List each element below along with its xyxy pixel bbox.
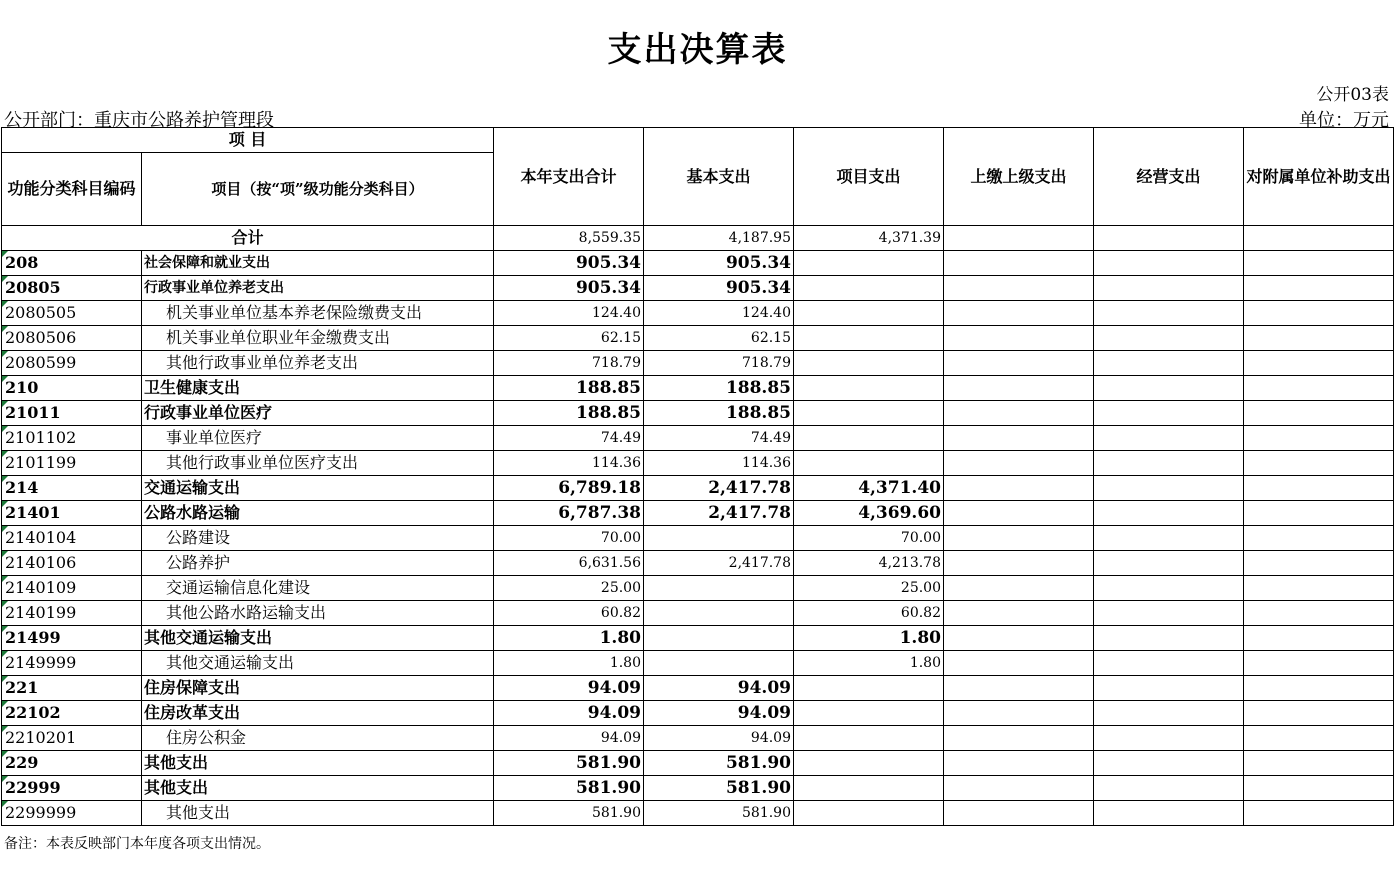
row-code: 2101102 bbox=[2, 426, 142, 451]
row-empty-cell bbox=[1244, 651, 1394, 676]
row-basic: 188.85 bbox=[644, 401, 794, 426]
row-name: 公路水路运输 bbox=[142, 501, 494, 526]
row-total: 1.80 bbox=[494, 651, 644, 676]
row-basic: 905.34 bbox=[644, 276, 794, 301]
row-total: 581.90 bbox=[494, 801, 644, 826]
row-code: 214 bbox=[2, 476, 142, 501]
row-code: 2149999 bbox=[2, 651, 142, 676]
row-name: 其他交通运输支出 bbox=[142, 651, 494, 676]
row-total: 25.00 bbox=[494, 576, 644, 601]
table-row bbox=[2, 776, 1394, 801]
row-empty-cell bbox=[944, 351, 1094, 376]
row-empty-cell bbox=[1244, 351, 1394, 376]
row-basic: 94.09 bbox=[644, 726, 794, 751]
row-total: 94.09 bbox=[494, 701, 644, 726]
unit-label: 单位：万元 bbox=[1299, 110, 1389, 131]
row-empty-cell bbox=[944, 476, 1094, 501]
row-name: 交通运输支出 bbox=[142, 476, 494, 501]
row-empty-cell bbox=[1094, 351, 1244, 376]
row-project: 60.82 bbox=[794, 601, 944, 626]
row-empty-cell bbox=[1244, 301, 1394, 326]
row-basic: 94.09 bbox=[644, 701, 794, 726]
row-name: 机关事业单位基本养老保险缴费支出 bbox=[142, 301, 494, 326]
row-empty-cell bbox=[944, 751, 1094, 776]
row-empty-cell bbox=[944, 426, 1094, 451]
table-row bbox=[2, 351, 1394, 376]
header-project: 项 目 bbox=[2, 128, 494, 153]
row-empty-cell bbox=[944, 601, 1094, 626]
row-code: 2080599 bbox=[2, 351, 142, 376]
row-empty-cell bbox=[944, 551, 1094, 576]
row-basic bbox=[644, 651, 794, 676]
row-project bbox=[794, 276, 944, 301]
row-project bbox=[794, 451, 944, 476]
row-empty-cell bbox=[1244, 526, 1394, 551]
row-empty-cell bbox=[1244, 426, 1394, 451]
row-basic bbox=[644, 576, 794, 601]
table-row bbox=[2, 451, 1394, 476]
row-empty-cell bbox=[944, 326, 1094, 351]
row-code: 2210201 bbox=[2, 726, 142, 751]
row-project bbox=[794, 301, 944, 326]
row-basic: 62.15 bbox=[644, 326, 794, 351]
row-basic: 581.90 bbox=[644, 776, 794, 801]
row-empty-cell bbox=[944, 576, 1094, 601]
row-code: 21401 bbox=[2, 501, 142, 526]
row-name: 社会保障和就业支出 bbox=[142, 251, 494, 276]
row-empty-cell bbox=[1244, 401, 1394, 426]
row-empty-cell bbox=[944, 301, 1094, 326]
total-label: 合计 bbox=[2, 226, 494, 251]
row-basic: 581.90 bbox=[644, 751, 794, 776]
row-name: 其他交通运输支出 bbox=[142, 626, 494, 651]
row-basic bbox=[644, 526, 794, 551]
expenditure-table bbox=[1, 127, 1394, 826]
page-title: 支出决算表 bbox=[607, 30, 788, 70]
row-total: 94.09 bbox=[494, 676, 644, 701]
row-empty-cell bbox=[1244, 776, 1394, 801]
table-row bbox=[2, 251, 1394, 276]
row-empty-cell bbox=[1094, 301, 1244, 326]
row-empty-cell bbox=[1244, 676, 1394, 701]
table-row bbox=[2, 751, 1394, 776]
row-empty-cell bbox=[1094, 626, 1244, 651]
row-project bbox=[794, 751, 944, 776]
row-code: 2299999 bbox=[2, 801, 142, 826]
row-project: 4,371.40 bbox=[794, 476, 944, 501]
row-name: 其他支出 bbox=[142, 751, 494, 776]
row-empty-cell bbox=[1244, 601, 1394, 626]
row-empty-cell bbox=[1094, 576, 1244, 601]
header-business: 经营支出 bbox=[1094, 128, 1244, 226]
row-code: 2140109 bbox=[2, 576, 142, 601]
row-empty-cell bbox=[944, 376, 1094, 401]
row-code: 2140106 bbox=[2, 551, 142, 576]
total-basic: 4,187.95 bbox=[644, 226, 794, 251]
row-total: 1.80 bbox=[494, 626, 644, 651]
row-total: 188.85 bbox=[494, 401, 644, 426]
row-code: 22999 bbox=[2, 776, 142, 801]
row-name: 住房保障支出 bbox=[142, 676, 494, 701]
row-code: 2140104 bbox=[2, 526, 142, 551]
row-total: 70.00 bbox=[494, 526, 644, 551]
row-code: 2080505 bbox=[2, 301, 142, 326]
header-basic: 基本支出 bbox=[644, 128, 794, 226]
row-empty-cell bbox=[944, 501, 1094, 526]
row-code: 2080506 bbox=[2, 326, 142, 351]
row-code: 21011 bbox=[2, 401, 142, 426]
footnote: 备注：本表反映部门本年度各项支出情况。 bbox=[4, 836, 270, 852]
table-row bbox=[2, 601, 1394, 626]
row-name: 行政事业单位养老支出 bbox=[142, 276, 494, 301]
row-empty-cell bbox=[1244, 501, 1394, 526]
row-basic: 581.90 bbox=[644, 801, 794, 826]
row-name: 其他支出 bbox=[142, 801, 494, 826]
row-empty-cell bbox=[944, 451, 1094, 476]
row-basic: 188.85 bbox=[644, 376, 794, 401]
row-empty-cell bbox=[1244, 626, 1394, 651]
row-empty-cell bbox=[1094, 376, 1244, 401]
table-row bbox=[2, 676, 1394, 701]
row-project bbox=[794, 251, 944, 276]
row-basic: 718.79 bbox=[644, 351, 794, 376]
row-total: 94.09 bbox=[494, 726, 644, 751]
row-basic: 905.34 bbox=[644, 251, 794, 276]
row-empty-cell bbox=[1094, 426, 1244, 451]
row-total: 581.90 bbox=[494, 751, 644, 776]
row-empty-cell bbox=[1244, 751, 1394, 776]
row-empty-cell bbox=[1094, 651, 1244, 676]
row-empty-cell bbox=[1244, 701, 1394, 726]
row-empty-cell bbox=[1094, 601, 1244, 626]
row-name: 交通运输信息化建设 bbox=[142, 576, 494, 601]
row-total: 188.85 bbox=[494, 376, 644, 401]
row-name: 机关事业单位职业年金缴费支出 bbox=[142, 326, 494, 351]
row-empty-cell bbox=[944, 401, 1094, 426]
row-basic bbox=[644, 601, 794, 626]
table-row bbox=[2, 576, 1394, 601]
table-row bbox=[2, 801, 1394, 826]
row-project: 4,369.60 bbox=[794, 501, 944, 526]
row-empty-cell bbox=[1244, 801, 1394, 826]
row-project: 1.80 bbox=[794, 651, 944, 676]
row-empty-cell bbox=[944, 776, 1094, 801]
row-empty-cell bbox=[1094, 276, 1244, 301]
row-empty-cell bbox=[1094, 751, 1244, 776]
header-total: 本年支出合计 bbox=[494, 128, 644, 226]
row-empty-cell bbox=[944, 626, 1094, 651]
header-subsidy: 对附属单位补助支出 bbox=[1244, 128, 1394, 226]
row-empty-cell bbox=[1094, 801, 1244, 826]
table-row bbox=[2, 301, 1394, 326]
table-row bbox=[2, 501, 1394, 526]
row-code: 221 bbox=[2, 676, 142, 701]
row-empty-cell bbox=[1094, 501, 1244, 526]
row-basic bbox=[644, 626, 794, 651]
total-amount: 8,559.35 bbox=[494, 226, 644, 251]
row-project: 70.00 bbox=[794, 526, 944, 551]
row-empty-cell bbox=[1094, 676, 1244, 701]
total-row bbox=[2, 226, 1394, 251]
row-name: 其他公路水路运输支出 bbox=[142, 601, 494, 626]
row-total: 6,789.18 bbox=[494, 476, 644, 501]
row-empty-cell bbox=[1244, 276, 1394, 301]
row-project bbox=[794, 326, 944, 351]
table-row bbox=[2, 726, 1394, 751]
row-project bbox=[794, 401, 944, 426]
row-code: 2140199 bbox=[2, 601, 142, 626]
row-project bbox=[794, 776, 944, 801]
row-code: 20805 bbox=[2, 276, 142, 301]
row-project bbox=[794, 801, 944, 826]
row-name: 公路建设 bbox=[142, 526, 494, 551]
row-empty-cell bbox=[944, 676, 1094, 701]
row-name: 公路养护 bbox=[142, 551, 494, 576]
table-row bbox=[2, 526, 1394, 551]
row-empty-cell bbox=[944, 276, 1094, 301]
row-empty-cell bbox=[944, 801, 1094, 826]
row-total: 60.82 bbox=[494, 601, 644, 626]
row-empty-cell bbox=[1244, 576, 1394, 601]
row-total: 905.34 bbox=[494, 276, 644, 301]
row-empty-cell bbox=[1094, 551, 1244, 576]
table-row bbox=[2, 651, 1394, 676]
row-name: 其他行政事业单位医疗支出 bbox=[142, 451, 494, 476]
row-code: 210 bbox=[2, 376, 142, 401]
row-project: 4,213.78 bbox=[794, 551, 944, 576]
row-basic: 114.36 bbox=[644, 451, 794, 476]
row-empty-cell bbox=[1244, 726, 1394, 751]
row-name: 行政事业单位医疗 bbox=[142, 401, 494, 426]
row-total: 6,787.38 bbox=[494, 501, 644, 526]
header-upper: 上缴上级支出 bbox=[944, 128, 1094, 226]
row-total: 718.79 bbox=[494, 351, 644, 376]
row-total: 62.15 bbox=[494, 326, 644, 351]
table-row bbox=[2, 276, 1394, 301]
row-empty-cell bbox=[1244, 326, 1394, 351]
table-row bbox=[2, 626, 1394, 651]
row-name: 其他支出 bbox=[142, 776, 494, 801]
row-empty-cell bbox=[944, 701, 1094, 726]
row-code: 2101199 bbox=[2, 451, 142, 476]
row-project bbox=[794, 676, 944, 701]
table-row bbox=[2, 401, 1394, 426]
header-project-expense: 项目支出 bbox=[794, 128, 944, 226]
row-empty-cell bbox=[944, 726, 1094, 751]
table-row bbox=[2, 701, 1394, 726]
row-code: 208 bbox=[2, 251, 142, 276]
row-empty-cell bbox=[1244, 476, 1394, 501]
row-basic: 2,417.78 bbox=[644, 476, 794, 501]
row-code: 229 bbox=[2, 751, 142, 776]
table-row bbox=[2, 551, 1394, 576]
form-number: 公开03表 bbox=[1316, 85, 1389, 105]
row-empty-cell bbox=[1094, 326, 1244, 351]
header-code: 功能分类科目编码 bbox=[2, 153, 142, 226]
row-project bbox=[794, 726, 944, 751]
row-empty-cell bbox=[1094, 401, 1244, 426]
row-total: 6,631.56 bbox=[494, 551, 644, 576]
row-empty-cell bbox=[944, 251, 1094, 276]
row-name: 卫生健康支出 bbox=[142, 376, 494, 401]
row-project bbox=[794, 351, 944, 376]
row-total: 581.90 bbox=[494, 776, 644, 801]
row-empty-cell bbox=[1244, 551, 1394, 576]
row-basic: 2,417.78 bbox=[644, 501, 794, 526]
table-row bbox=[2, 476, 1394, 501]
row-code: 21499 bbox=[2, 626, 142, 651]
table-row bbox=[2, 326, 1394, 351]
row-empty-cell bbox=[1244, 451, 1394, 476]
row-empty-cell bbox=[1094, 776, 1244, 801]
row-empty-cell bbox=[944, 526, 1094, 551]
header-name: 项目（按“项”级功能分类科目） bbox=[142, 153, 494, 226]
row-name: 住房公积金 bbox=[142, 726, 494, 751]
row-name: 事业单位医疗 bbox=[142, 426, 494, 451]
row-basic: 94.09 bbox=[644, 676, 794, 701]
row-basic: 124.40 bbox=[644, 301, 794, 326]
row-empty-cell bbox=[1094, 476, 1244, 501]
row-empty-cell bbox=[1094, 701, 1244, 726]
department-label: 公开部门：重庆市公路养护管理段 bbox=[4, 110, 274, 131]
row-name: 住房改革支出 bbox=[142, 701, 494, 726]
row-code: 22102 bbox=[2, 701, 142, 726]
row-project bbox=[794, 376, 944, 401]
row-total: 905.34 bbox=[494, 251, 644, 276]
row-project: 25.00 bbox=[794, 576, 944, 601]
row-total: 124.40 bbox=[494, 301, 644, 326]
row-basic: 74.49 bbox=[644, 426, 794, 451]
row-project: 1.80 bbox=[794, 626, 944, 651]
row-empty-cell bbox=[944, 651, 1094, 676]
row-project bbox=[794, 701, 944, 726]
row-empty-cell bbox=[1094, 251, 1244, 276]
row-empty-cell bbox=[1094, 451, 1244, 476]
row-total: 114.36 bbox=[494, 451, 644, 476]
table-row bbox=[2, 376, 1394, 401]
row-empty-cell bbox=[1094, 726, 1244, 751]
row-name: 其他行政事业单位养老支出 bbox=[142, 351, 494, 376]
total-project: 4,371.39 bbox=[794, 226, 944, 251]
row-empty-cell bbox=[1244, 376, 1394, 401]
row-total: 74.49 bbox=[494, 426, 644, 451]
row-empty-cell bbox=[1244, 251, 1394, 276]
row-project bbox=[794, 426, 944, 451]
row-basic: 2,417.78 bbox=[644, 551, 794, 576]
table-row bbox=[2, 426, 1394, 451]
row-empty-cell bbox=[1094, 526, 1244, 551]
